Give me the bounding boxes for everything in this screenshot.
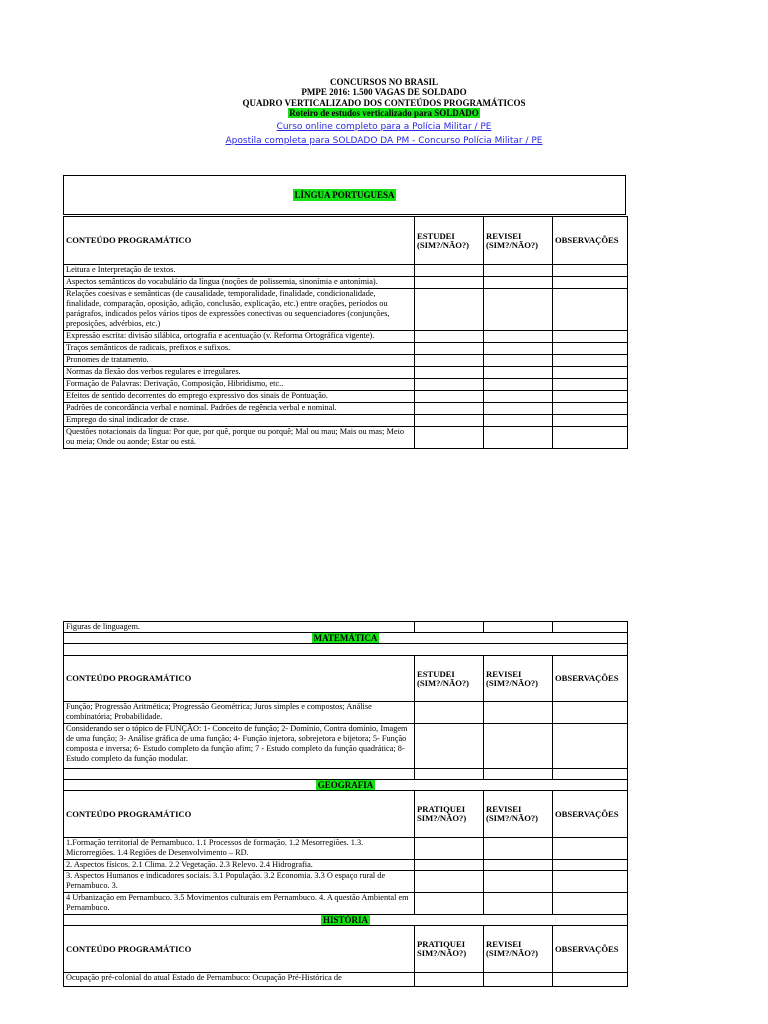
table-row (64, 331, 628, 343)
table-cell: 2. Aspectos físicos. 2.1 Clima. 2.2 Vegetação. 2.3 Relevo. 2.4 Hidrografia. (64, 860, 415, 871)
revisei-cell[interactable] (484, 871, 553, 893)
observacoes-cell[interactable] (553, 838, 628, 860)
header-subtitle (0, 108, 768, 118)
table-cell: Questões notacionais da língua: Por que, por quê, porque ou porquê; Mal ou mau; Mais ou mas; Meio ou meia; Onde ou aonde; Estar ou está. (64, 427, 415, 449)
table-header-row (64, 217, 628, 265)
revisei-cell[interactable] (484, 427, 553, 449)
table-row (64, 265, 628, 277)
estudei-cell[interactable] (415, 343, 484, 355)
table-cell: Relações coesivas e semânticas (de causalidade, temporalidade, finalidade, condicionalidade, finalidade, comparação, oposição, adição, conclusão, explicação, etc.) entre orações, períodos ou parágrafos, indicados pelos vários tipos de expressões conectivas ou sequenciadores (conjunções, preposições, advérbios, etc.) (64, 289, 415, 331)
table-row (64, 355, 628, 367)
table-cell: Pronomes de tratamento. (64, 355, 415, 367)
header-line-1: CONCURSOS NO BRASIL (329, 77, 439, 87)
table-cell: 4 Urbanização em Pernambuco. 3.5 Movimentos culturais em Pernambuco. 4. A questão Ambiental em Pernambuco. (64, 893, 415, 915)
table-cell: Aspectos semânticos do vocabulário da língua (noções de polissemia, sinonímia e antonímia). (64, 277, 415, 289)
table-cell: Ocupação pré-colonial do atual Estado de Pernambuco: Ocupação Pré-Histórica de (64, 973, 415, 987)
revisei-cell[interactable] (484, 838, 553, 860)
revisei-cell[interactable] (484, 355, 553, 367)
table-cell: Emprego do sinal indicador de crase. (64, 415, 415, 427)
header-observacoes: OBSERVAÇÕES (553, 656, 628, 702)
section-portugues-title (63, 175, 626, 215)
section-historia-label: HISTÓRIA (322, 915, 368, 925)
header-conteudo: CONTEÚDO PROGRAMÁTICO (64, 791, 415, 838)
observacoes-cell[interactable] (553, 769, 628, 780)
table-row (64, 379, 628, 391)
observacoes-cell[interactable] (553, 331, 628, 343)
section-historia-row (64, 915, 628, 926)
table-cell: 1.Formação territorial de Pernambuco. 1.1 Processos de formação. 1.2 Mesorregiões. 1.3. Microrregiões. 1.4 Regiões de Desenvolvimento – RD. (64, 838, 415, 860)
table-row (64, 702, 628, 724)
header-revisei: REVISEI (SIM?/NÃO?) (484, 656, 553, 702)
revisei-cell[interactable] (484, 343, 553, 355)
estudei-cell[interactable] (415, 289, 484, 331)
table-cell: Expressão escrita: divisão silábica, ortografia e acentuação (v. Reforma Ortográfica vigente). (64, 331, 415, 343)
header-observacoes: OBSERVAÇÕES (553, 791, 628, 838)
revisei-cell[interactable] (484, 415, 553, 427)
portugues-table (63, 216, 628, 449)
observacoes-cell[interactable] (553, 724, 628, 769)
table-cell: Figuras de linguagem. (64, 622, 415, 633)
revisei-cell[interactable] (484, 622, 553, 633)
table-row (64, 973, 628, 987)
revisei-cell[interactable] (484, 893, 553, 915)
table-row (64, 277, 628, 289)
table-header-row (64, 656, 628, 702)
header-observacoes: OBSERVAÇÕES (553, 217, 628, 265)
estudei-cell[interactable] (415, 367, 484, 379)
continuation-table (63, 621, 628, 987)
observacoes-cell[interactable] (553, 355, 628, 367)
observacoes-cell[interactable] (553, 391, 628, 403)
section-matematica-label: MATEMÁTICA (313, 633, 378, 643)
estudei-cell[interactable] (415, 277, 484, 289)
table-header-row (64, 791, 628, 838)
observacoes-cell[interactable] (553, 367, 628, 379)
table-cell: Traços semânticos de radicais, prefixos e sufixos. (64, 343, 415, 355)
section-matematica-row (64, 633, 628, 644)
observacoes-cell[interactable] (553, 871, 628, 893)
pratiquei-cell[interactable] (415, 871, 484, 893)
estudei-cell[interactable] (415, 415, 484, 427)
observacoes-cell[interactable] (553, 973, 628, 987)
estudei-cell[interactable] (415, 379, 484, 391)
revisei-cell[interactable] (484, 973, 553, 987)
revisei-cell[interactable] (484, 379, 553, 391)
observacoes-cell[interactable] (553, 415, 628, 427)
table-cell: Considerando ser o tópico de FUNÇÃO: 1- Conceito de função; 2- Domínio, Contra domínio, Imagem de uma função; 3- Análise gráfica de uma função; 4- Função injetora, sobrejetora e bijetora; 5- Função composta e inversa; 6- Estudo completo da função afim; 7 - Estudo completo da função quadrática; 8- Estudo completo da função modular. (64, 724, 415, 769)
header-pratiquei: PRATIQUEI SIM?/NÃO?) (415, 791, 484, 838)
revisei-cell[interactable] (484, 367, 553, 379)
header-revisei: REVISEI (SIM?/NÃO?) (484, 217, 553, 265)
revisei-cell[interactable] (484, 769, 553, 780)
table-row (64, 838, 628, 860)
table-row (64, 724, 628, 769)
observacoes-cell[interactable] (553, 343, 628, 355)
observacoes-cell[interactable] (553, 622, 628, 633)
observacoes-cell[interactable] (553, 702, 628, 724)
section-matematica-title (64, 633, 628, 644)
header-title: QUADRO VERTICALIZADO DOS CONTEÚDOS PROGRAMÁTICOS (242, 98, 526, 108)
revisei-cell[interactable] (484, 702, 553, 724)
table-cell (64, 769, 415, 780)
header-estudei: ESTUDEI (SIM?/NÃO?) (415, 217, 484, 265)
observacoes-cell[interactable] (553, 403, 628, 415)
table-row (64, 343, 628, 355)
estudei-cell[interactable] (415, 702, 484, 724)
estudei-cell[interactable] (415, 427, 484, 449)
course-link[interactable]: Curso online completo para a Polícia Militar / PE (276, 122, 492, 132)
table-row (64, 415, 628, 427)
table-cell: 3. Aspectos Humanos e indicadores sociais. 3.1 População. 3.2 Economia. 3.3 O espaço rural de Pernambuco. 3. (64, 871, 415, 893)
revisei-cell[interactable] (484, 391, 553, 403)
revisei-cell[interactable] (484, 860, 553, 871)
header-estudei: ESTUDEI (SIM?/NÃO?) (415, 656, 484, 702)
header-line-2: PMPE 2016: 1.500 VAGAS DE SOLDADO (301, 87, 467, 97)
observacoes-cell[interactable] (553, 379, 628, 391)
spacer-cell (64, 644, 628, 656)
observacoes-cell[interactable] (553, 893, 628, 915)
table-cell: Função; Progressão Aritmética; Progressão Geométrica; Juros simples e compostos; Análise combinatória; Probabilidade. (64, 702, 415, 724)
estudei-cell[interactable] (415, 769, 484, 780)
highlighted-subtitle: Roteiro de estudos verticalizado para SOLDADO (289, 108, 479, 118)
estudei-cell[interactable] (415, 391, 484, 403)
table-row (64, 427, 628, 449)
section-geografia-title (64, 780, 628, 791)
table-cell: Padrões de concordância verbal e nominal. Padrões de regência verbal e nominal. (64, 403, 415, 415)
pratiquei-cell[interactable] (415, 838, 484, 860)
header-observacoes: OBSERVAÇÕES (553, 926, 628, 973)
estudei-cell[interactable] (415, 622, 484, 633)
observacoes-cell[interactable] (553, 289, 628, 331)
table-row (64, 769, 628, 780)
revisei-cell[interactable] (484, 403, 553, 415)
estudei-cell[interactable] (415, 265, 484, 277)
table-row (64, 622, 628, 633)
pratiquei-cell[interactable] (415, 860, 484, 871)
pratiquei-cell[interactable] (415, 973, 484, 987)
revisei-cell[interactable] (484, 289, 553, 331)
table-cell: Formação de Palavras: Derivação, Composição, Hibridismo, etc.. (64, 379, 415, 391)
pratiquei-cell[interactable] (415, 893, 484, 915)
observacoes-cell[interactable] (553, 860, 628, 871)
table-cell: Leitura e Interpretação de textos. (64, 265, 415, 277)
table-row (64, 871, 628, 893)
header-conteudo: CONTEÚDO PROGRAMÁTICO (64, 926, 415, 973)
table-cell: Normas da flexão dos verbos regulares e irregulares. (64, 367, 415, 379)
table-header-row (64, 926, 628, 973)
header-revisei: REVISEI (SIM?/NÃO?) (484, 926, 553, 973)
observacoes-cell[interactable] (553, 265, 628, 277)
table-row (64, 391, 628, 403)
header-pratiquei: PRATIQUEI SIM?/NÃO?) (415, 926, 484, 973)
table-row (64, 403, 628, 415)
table-cell: Efeitos de sentido decorrentes do emprego expressivo dos sinais de Pontuação. (64, 391, 415, 403)
header-conteudo: CONTEÚDO PROGRAMÁTICO (64, 656, 415, 702)
revisei-cell[interactable] (484, 724, 553, 769)
section-geografia-row (64, 780, 628, 791)
header-revisei: REVISEI (SIM?/NÃO?) (484, 791, 553, 838)
observacoes-cell[interactable] (553, 277, 628, 289)
estudei-cell[interactable] (415, 403, 484, 415)
apostila-link[interactable]: Apostila completa para SOLDADO DA PM - Concurso Polícia Militar / PE (225, 136, 543, 146)
revisei-cell[interactable] (484, 331, 553, 343)
table-row (64, 893, 628, 915)
spacer-row (64, 644, 628, 656)
table-row (64, 860, 628, 871)
estudei-cell[interactable] (415, 331, 484, 343)
section-geografia-label: GEOGRAFIA (317, 780, 374, 790)
section-historia-title (64, 915, 628, 926)
revisei-cell[interactable] (484, 277, 553, 289)
observacoes-cell[interactable] (553, 427, 628, 449)
table-row (64, 367, 628, 379)
table-row (64, 289, 628, 331)
revisei-cell[interactable] (484, 265, 553, 277)
header-conteudo: CONTEÚDO PROGRAMÁTICO (64, 217, 415, 265)
section-portugues-label: LÍNGUA PORTUGUESA (294, 190, 395, 200)
estudei-cell[interactable] (415, 355, 484, 367)
estudei-cell[interactable] (415, 724, 484, 769)
